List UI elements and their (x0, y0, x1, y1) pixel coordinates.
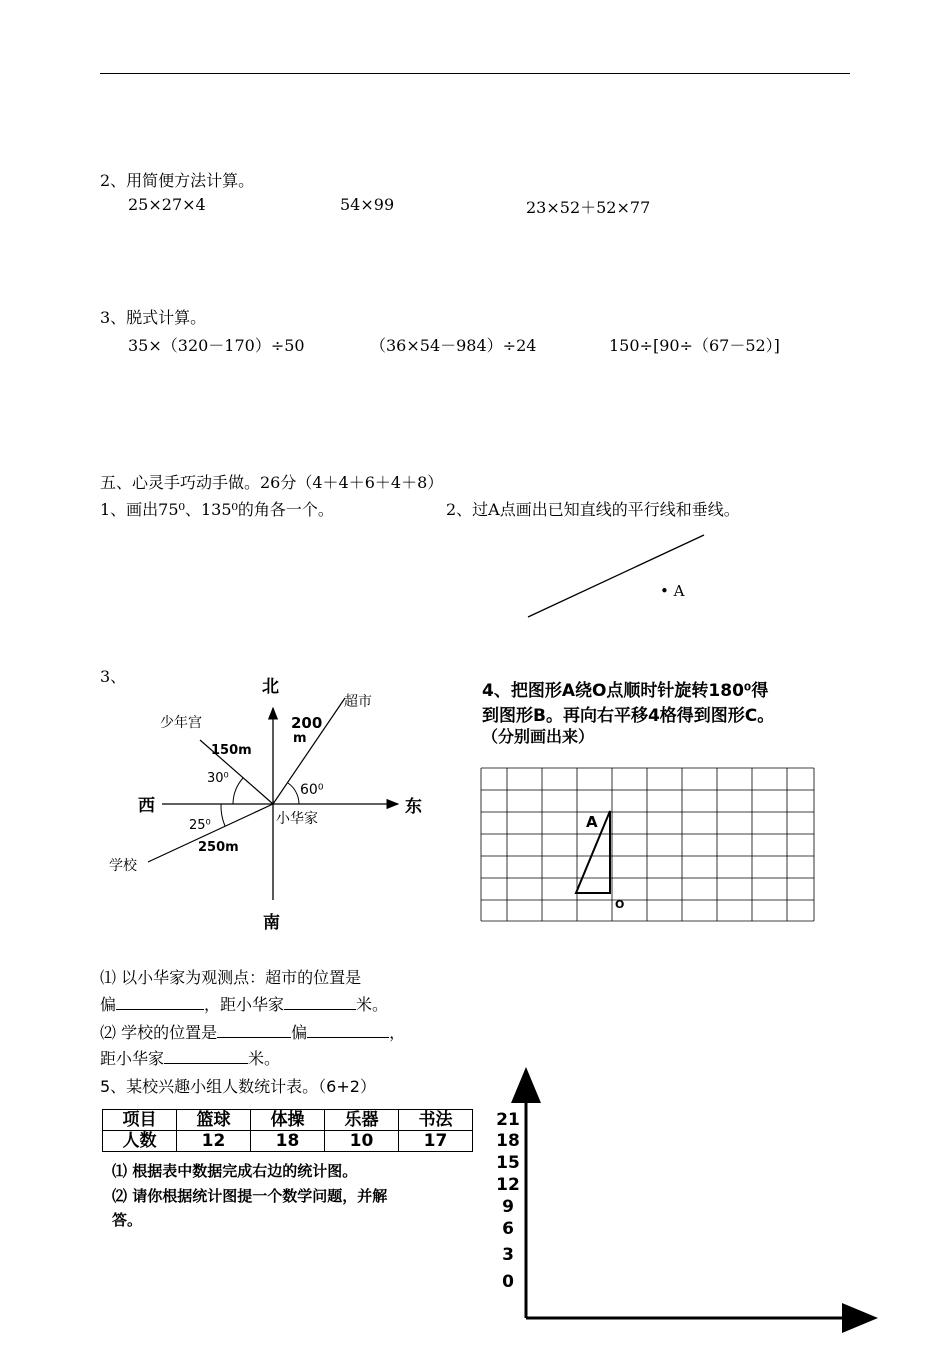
west-label: 西 (138, 796, 155, 816)
triangle-a-label: A (586, 813, 598, 831)
table-header-cell: 乐器 (325, 1110, 399, 1131)
distance-200-unit: m (293, 731, 307, 746)
q3-p2-direction-blank-2[interactable] (307, 1023, 389, 1038)
table-cell: 人数 (103, 1131, 177, 1152)
s3-heading: 3、脱式计算。 (100, 308, 207, 327)
angle-arc-60 (288, 783, 299, 804)
south-label: 南 (263, 913, 280, 933)
y-tick-labels (496, 1110, 520, 1292)
section5-heading: 五、心灵手巧动手做。26分（4＋4＋6＋4＋8） (100, 473, 444, 492)
s2-heading: 2、用简便方法计算。 (100, 171, 255, 190)
q3-p1-distance-prefix: ，距小华家 (204, 995, 285, 1014)
q5-note-2-line2: 答。 (112, 1211, 143, 1229)
table-header-cell: 篮球 (177, 1110, 251, 1131)
y-tick-label: 3 (502, 1245, 514, 1265)
s3-problem-2: （36×54－984）÷24 (370, 336, 537, 355)
q5-heading: 5、某校兴趣小组人数统计表。（6+2） (100, 1077, 376, 1096)
q3-p2-direction-mid: 偏 (291, 1023, 308, 1042)
q3-part1-line2 (100, 992, 388, 1015)
q3-part2-line2 (100, 1046, 280, 1069)
table-cell: 10 (325, 1131, 399, 1152)
east-label: 东 (405, 797, 422, 817)
distance-200: 200 (291, 714, 323, 732)
q3-p2-distance-blank[interactable] (164, 1049, 248, 1064)
table-header-cell: 项目 (103, 1110, 177, 1131)
table-row (103, 1131, 473, 1152)
q3-p1-distance-blank[interactable] (284, 995, 356, 1010)
q3-p2-direction-blank-1[interactable] (217, 1023, 291, 1038)
top-rule (100, 73, 850, 74)
point-a: • A (660, 582, 685, 600)
y-tick-label: 18 (496, 1131, 520, 1151)
q5-note-2-line1: ⑵ 请你根据统计图提一个数学问题，并解 (112, 1187, 388, 1205)
q3-p2-unit: 米。 (248, 1049, 281, 1068)
angle-arc-25 (221, 804, 225, 826)
y-tick-label: 0 (502, 1272, 514, 1292)
supermarket-label: 超市 (344, 694, 372, 710)
north-label: 北 (262, 677, 279, 697)
q2-text: 2、过A点画出已知直线的平行线和垂线。 (446, 500, 740, 519)
table-cell: 12 (177, 1131, 251, 1152)
table-header-row (103, 1110, 473, 1131)
y-tick-label: 12 (496, 1175, 520, 1195)
school-label: 学校 (109, 858, 137, 874)
q3-p2-prefix: ⑵ 学校的位置是 (100, 1023, 218, 1042)
q3-p2-comma: ， (389, 1023, 406, 1042)
empty-statistics-chart (490, 1065, 890, 1335)
s3-problem-1: 35×（320－170）÷50 (128, 336, 305, 355)
q3-part1-line1: ⑴ 以小华家为观测点：超市的位置是 (100, 968, 362, 987)
angle-25-label: 25⁰ (189, 818, 211, 833)
q3-p2-distance-prefix: 距小华家 (100, 1049, 165, 1068)
q2-line-figure (520, 530, 720, 625)
q4-line-2: 到图形B。再向右平移4格得到图形C。 (482, 706, 775, 726)
angle-30-label: 30⁰ (207, 771, 229, 786)
distance-250: 250m (198, 840, 239, 855)
given-line (528, 535, 704, 617)
distance-150: 150m (211, 743, 252, 758)
youth-palace-label: 少年宫 (160, 715, 202, 731)
home-label: 小华家 (276, 811, 318, 827)
table-cell: 18 (251, 1131, 325, 1152)
s3-problem-3: 150÷[90÷（67－52）] (609, 336, 780, 355)
table-header-cell: 体操 (251, 1110, 325, 1131)
q1-text: 1、画出75⁰、135⁰的角各一个。 (100, 500, 334, 519)
q3-p1-unit: 米。 (356, 995, 389, 1014)
s2-problem-3: 23×52＋52×77 (526, 198, 651, 217)
angle-60-label: 60⁰ (300, 782, 324, 798)
q3-p1-direction-blank[interactable] (116, 995, 204, 1010)
table-cell: 17 (399, 1131, 473, 1152)
rotation-grid (478, 765, 818, 925)
q3-part2-line1 (100, 1020, 405, 1043)
y-tick-label: 15 (496, 1153, 520, 1173)
q3-label: 3、 (100, 667, 127, 686)
y-tick-label: 6 (502, 1219, 514, 1239)
compass-diagram (100, 668, 440, 938)
q4-line-3: （分别画出来） (482, 727, 595, 746)
angle-arc-30 (233, 778, 243, 804)
point-o-label: O (615, 898, 625, 911)
y-tick-label: 9 (502, 1197, 514, 1217)
q4-line-1: 4、把图形A绕O点顺时针旋转180⁰得 (482, 681, 769, 701)
table-header-cell: 书法 (399, 1110, 473, 1131)
grid-lines (481, 768, 814, 921)
s2-problem-2: 54×99 (340, 195, 395, 214)
q3-p1-direction-prefix: 偏 (100, 995, 117, 1014)
s2-problem-1: 25×27×4 (128, 195, 206, 214)
q5-note-1: ⑴ 根据表中数据完成右边的统计图。 (112, 1162, 358, 1180)
stats-table (102, 1109, 473, 1152)
y-tick-label: 21 (496, 1110, 520, 1130)
